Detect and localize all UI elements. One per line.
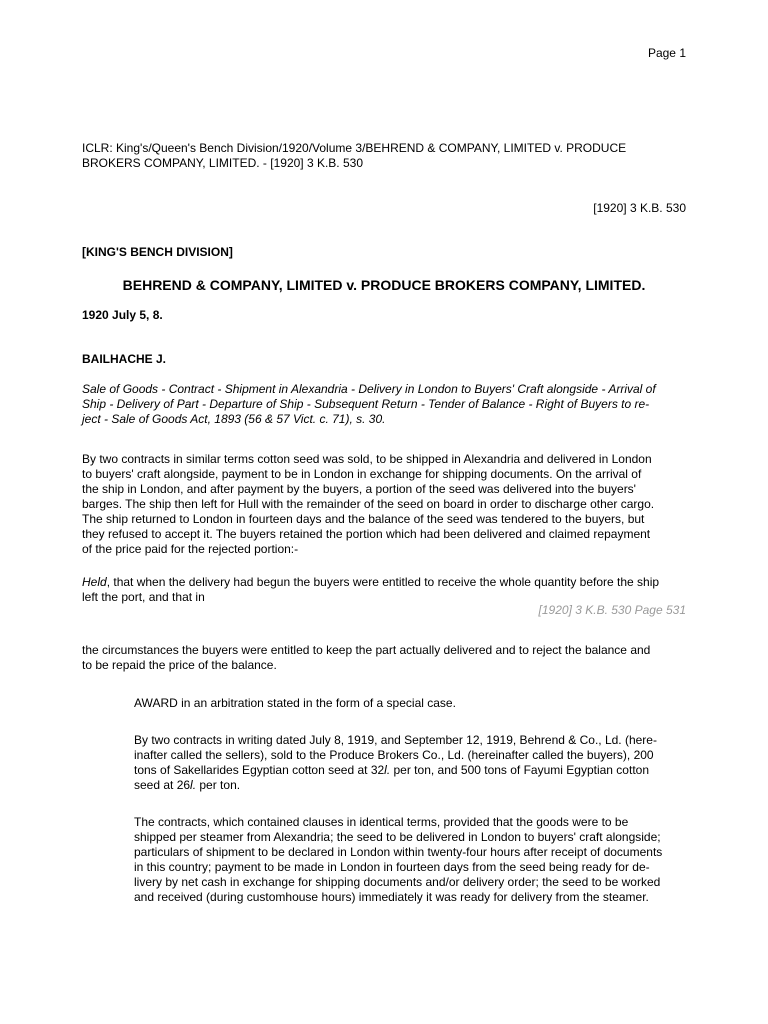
source-header: [82, 141, 682, 171]
contracts-line: By two contracts in writing dated July 8, 1919, and September 12, 1919, Behrend & Co., Ld. (here-: [134, 733, 657, 747]
terms-paragraph: [134, 815, 686, 905]
terms-line: livery by net cash in exchange for shipping documents and/or delivery order; the seed to be worked: [134, 875, 661, 889]
held-line: left the port, and that in: [82, 590, 205, 604]
terms-line: The contracts, which contained clauses in identical terms, provided that the goods were to be: [134, 815, 629, 829]
hearing-date: 1920 July 5, 8.: [82, 308, 163, 322]
citation: [1920] 3 K.B. 530: [593, 201, 686, 215]
held-continued-line: the circumstances the buyers were entitled to keep the part actually delivered and to reject the balance and: [82, 643, 651, 657]
catchwords-line: Sale of Goods - Contract - Shipment in Alexandria - Delivery in London to Buyers' Craft alongside - Arrival of: [82, 382, 656, 396]
catchwords-line: Ship - Delivery of Part - Departure of Ship - Subsequent Return - Tender of Balance - Right of Buyers to re-: [82, 397, 650, 411]
award-paragraph: AWARD in an arbitration stated in the form of a special case.: [134, 696, 456, 710]
held-continued-line: to be repaid the price of the balance.: [82, 658, 277, 672]
held-word: Held: [82, 575, 107, 589]
page-number: Page 1: [647, 46, 686, 60]
held-text: , that when the delivery had begun the buyers were entitled to receive the whole quantity before the ship: [106, 575, 660, 589]
contracts-paragraph: [134, 733, 686, 793]
contracts-text: seed at 26: [134, 778, 191, 792]
court-division: [KING'S BENCH DIVISION]: [82, 245, 233, 259]
source-header-line: BROKERS COMPANY, LIMITED. - [1920] 3 K.B. 530: [82, 156, 363, 170]
judge-name: BAILHACHE J.: [82, 352, 167, 366]
contracts-text: per ton.: [196, 778, 241, 792]
currency-unit: l.: [384, 763, 391, 777]
contracts-text: tons of Sakellarides Egyptian cotton seed at 32: [134, 763, 385, 777]
source-header-line: ICLR: King's/Queen's Bench Division/1920/Volume 3/BEHREND & COMPANY, LIMITED v. PRODUCE: [82, 141, 627, 155]
contracts-line: [134, 763, 686, 778]
contracts-line: inafter called the sellers), sold to the Produce Brokers Co., Ld. (hereinafter called the buyers), 200: [134, 748, 654, 762]
catchwords-line: ject - Sale of Goods Act, 1893 (56 & 57 Vict. c. 71), s. 30.: [82, 412, 386, 426]
facts-line: The ship returned to London in fourteen days and the balance of the seed was tendered to the buyers, but: [82, 512, 645, 526]
contracts-text: per ton, and 500 tons of Fayumi Egyptian cotton: [390, 763, 649, 777]
held-continued-paragraph: [82, 643, 686, 673]
catchwords: [82, 382, 686, 427]
currency-unit: l.: [190, 778, 197, 792]
held-line: [82, 575, 686, 590]
facts-line: they refused to accept it. The buyers retained the portion which had been delivered and claimed repayment: [82, 527, 651, 541]
facts-line: barges. The ship then left for Hull with the remainder of the seed on board in order to discharge other cargo.: [82, 497, 655, 511]
held-paragraph: [82, 575, 686, 605]
contracts-line: [134, 778, 686, 793]
facts-line: the ship in London, and after payment by the buyers, a portion of the seed was delivered into the buyers': [82, 482, 636, 496]
terms-line: shipped per steamer from Alexandria; the seed to be delivered in London to buyers' craft alongside;: [134, 830, 661, 844]
facts-line: of the price paid for the rejected portion:-: [82, 542, 299, 556]
facts-line: to buyers' craft alongside, payment to be in London in exchange for shipping documents. On the arrival of: [82, 467, 642, 481]
facts-line: By two contracts in similar terms cotton seed was sold, to be shipped in Alexandria and delivered in London: [82, 452, 652, 466]
facts-paragraph: [82, 452, 686, 557]
terms-line: and received (during customhouse hours) immediately it was ready for delivery from the steamer.: [134, 890, 649, 904]
terms-line: in this country; payment to be made in London in fourteen days from the seed being ready for de-: [134, 860, 650, 874]
case-title: BEHREND & COMPANY, LIMITED v. PRODUCE BROKERS COMPANY, LIMITED.: [122, 277, 646, 293]
page-break-marker: [1920] 3 K.B. 530 Page 531: [538, 603, 686, 617]
terms-line: particulars of shipment to be declared in London within twenty-four hours after receipt of documents: [134, 845, 663, 859]
